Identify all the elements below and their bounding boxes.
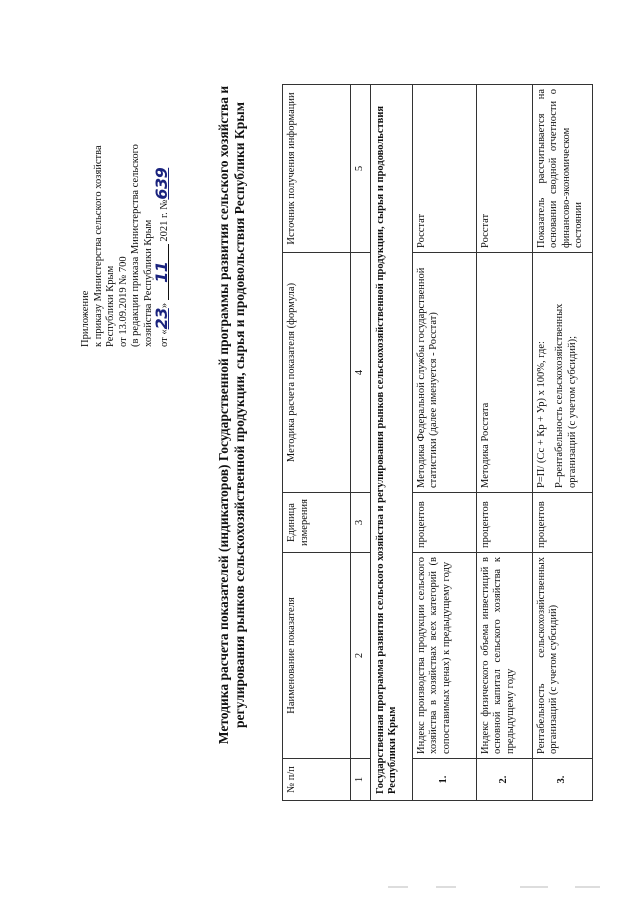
column-number: 4	[351, 253, 371, 493]
column-number: 1	[351, 759, 371, 801]
formula-line: Р=П/ (Сс + Кр + Ур) х 100%, где:	[535, 341, 547, 488]
section-title: Государственная программа развития сельского хозяйства и регулирования рынков сельскохозяйственной продукции, сырья и продовольствия Республики Крым	[370, 85, 412, 801]
row-number: 1.	[412, 759, 476, 801]
appendix-header	[80, 47, 171, 347]
table-row	[476, 85, 532, 801]
indicator-source: Росстат	[476, 85, 532, 253]
indicator-unit: процентов	[412, 493, 476, 553]
indicators-table	[282, 84, 593, 801]
indicator-method	[532, 253, 592, 493]
indicator-name: Индекс физического объема инвестиций в основной капитал сельского хозяйства к предыдущему году	[476, 553, 532, 759]
appendix-date-line	[151, 47, 172, 347]
section-row	[370, 85, 412, 801]
table-row	[532, 85, 592, 801]
header-method: Методика расчета показателя (формула)	[283, 253, 351, 493]
title-line-2: регулирования рынков сельскохозяйственной продукции, сырья и продовольствия Республики Крым	[232, 102, 247, 728]
column-number: 5	[351, 85, 371, 253]
indicator-name: Индекс производства продукции сельского хозяйства в хозяйствах всех категорий (в сопоставимых ценах) к предыдущему году	[412, 553, 476, 759]
column-number: 2	[351, 553, 371, 759]
indicator-method: Методика Федеральной службы государственной статистики (далее именуется - Росстат)	[412, 253, 476, 493]
appendix-line: от 13.09.2019 № 700	[117, 256, 129, 347]
handwritten-month: 11	[156, 244, 170, 300]
row-number: 2.	[476, 759, 532, 801]
date-prefix: от «	[158, 329, 170, 347]
indicator-unit: процентов	[476, 493, 532, 553]
header-source: Источник получения информации	[283, 85, 351, 253]
formula-explanation: Р–рентабельность сельскохозяйственных организаций (с учетом субсидий);	[554, 303, 578, 488]
table-header-row	[283, 85, 351, 801]
indicator-unit: процентов	[532, 493, 592, 553]
appendix-line: Республики Крым	[105, 265, 117, 347]
table-row	[412, 85, 476, 801]
date-year: 2021 г. №	[158, 199, 170, 242]
indicator-name: Рентабельность сельскохозяйственных организаций (с учетом субсидий)	[532, 553, 592, 759]
title-line-1: Методика расчета показателей (индикаторов) Государственной программы развития сельского хозяйства и	[216, 85, 231, 745]
column-number: 3	[351, 493, 371, 553]
appendix-line: к приказу Министерства сельского хозяйства	[92, 145, 104, 347]
handwritten-order-number: 639	[151, 167, 171, 200]
indicator-method: Методика Росстата	[476, 253, 532, 493]
row-number: 3.	[532, 759, 592, 801]
appendix-line: Приложение	[80, 290, 91, 347]
date-mid: »	[158, 302, 170, 309]
document-title	[216, 15, 248, 815]
header-name: Наименование показателя	[283, 553, 351, 759]
indicator-source: Росстат	[412, 85, 476, 253]
appendix-line: (в редакции приказа Министерства сельского	[130, 144, 142, 347]
handwritten-day: 23	[151, 308, 171, 330]
column-number-row	[351, 85, 371, 801]
appendix-line: хозяйства Республики Крым	[142, 219, 154, 347]
header-unit: Единица измерения	[283, 493, 351, 553]
indicator-source: Показатель рассчитывается на основании сводной отчетности о финансово-экономическом состоянии	[532, 85, 592, 253]
header-number: № п/п	[283, 759, 351, 801]
